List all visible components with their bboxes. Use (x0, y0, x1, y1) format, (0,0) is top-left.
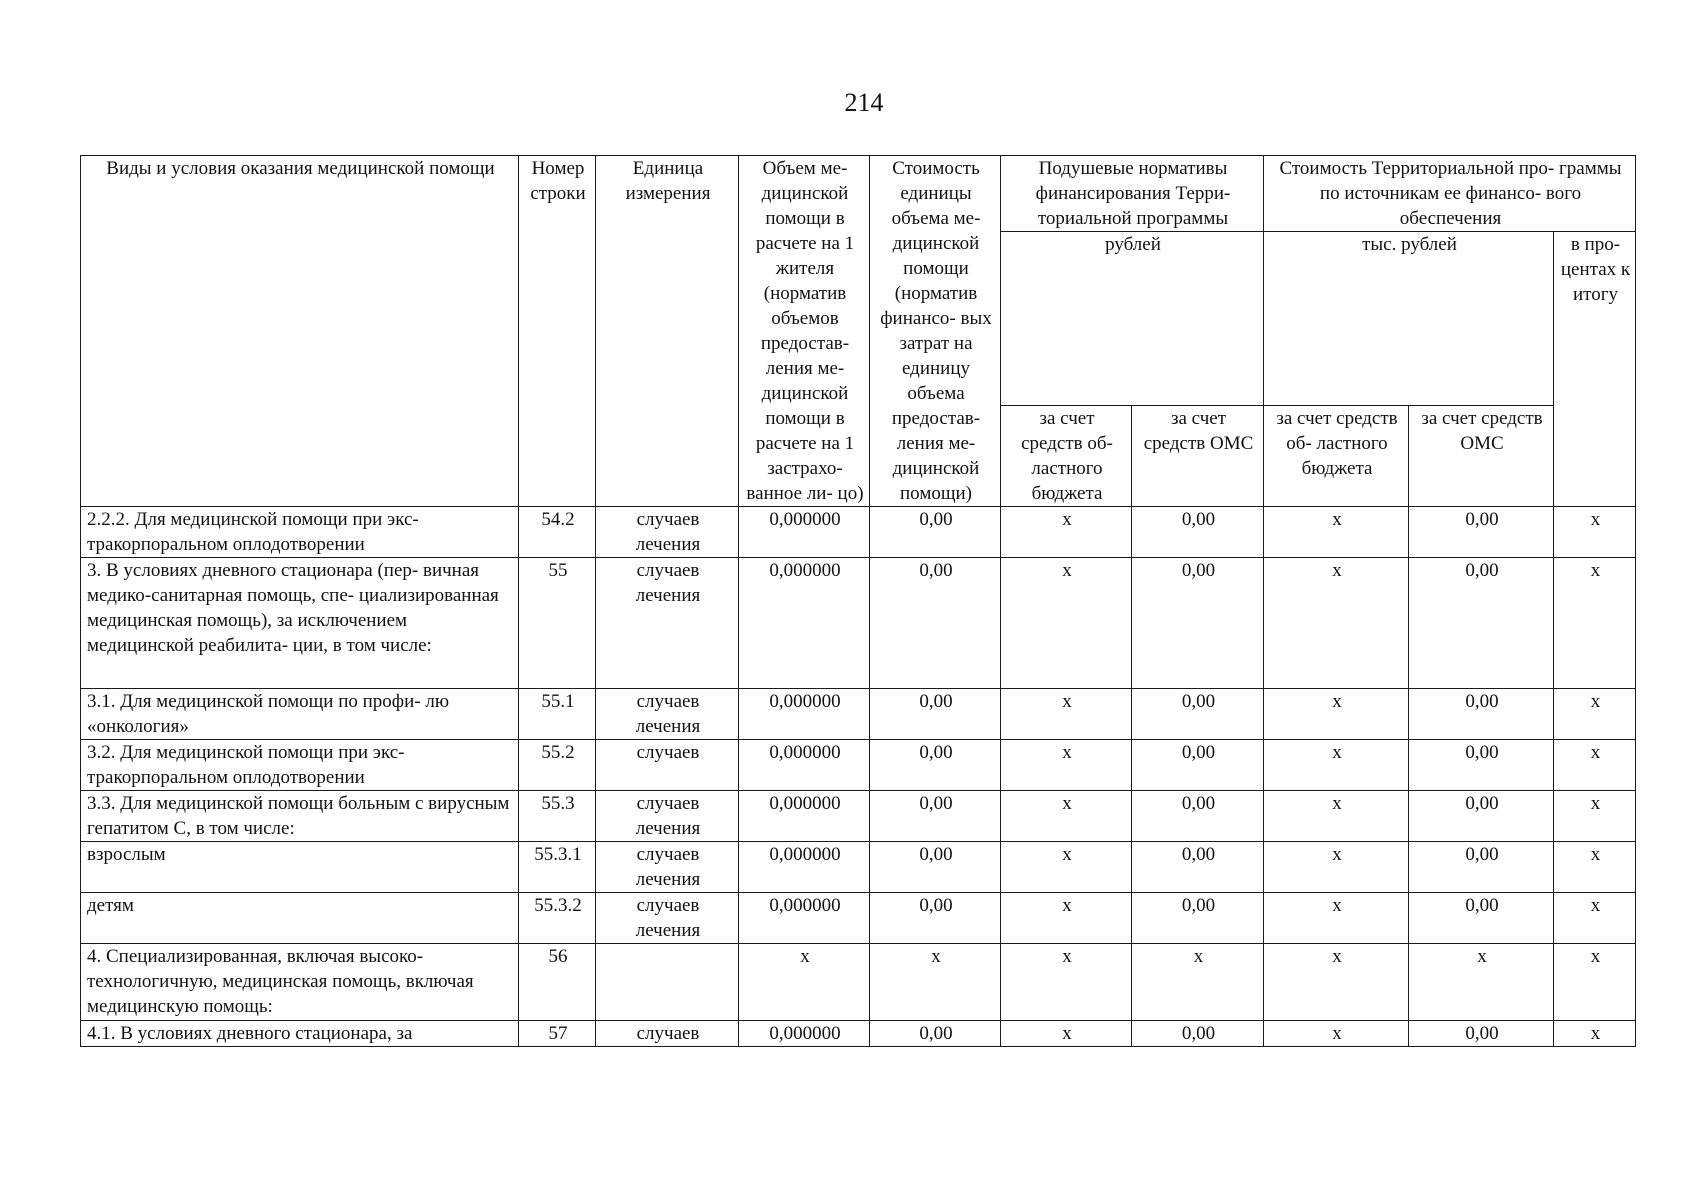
cell-percent: х (1554, 842, 1636, 893)
cell-program-regional: х (1264, 689, 1409, 740)
table-row (81, 842, 1636, 893)
cell-per-capita-regional: х (1001, 791, 1132, 842)
cell-program-regional: х (1264, 842, 1409, 893)
cell-program-oms: 0,00 (1409, 893, 1554, 944)
table-row (81, 791, 1636, 842)
cell-cost: 0,00 (870, 842, 1001, 893)
cell-per-capita-oms: 0,00 (1132, 558, 1264, 689)
cell-volume: 0,000000 (739, 791, 870, 842)
cell-kind: 3.2. Для медицинской помощи при экс- тракорпоральном оплодотворении (81, 740, 519, 791)
cell-cost: 0,00 (870, 507, 1001, 558)
cell-per-capita-regional: х (1001, 893, 1132, 944)
cell-row-number: 55 (519, 558, 596, 689)
cell-volume: 0,000000 (739, 507, 870, 558)
cell-per-capita-oms: 0,00 (1132, 740, 1264, 791)
cell-kind: детям (81, 893, 519, 944)
cell-unit: случаев лечения (596, 791, 739, 842)
cell-program-oms: 0,00 (1409, 1021, 1554, 1047)
header-kind: Виды и условия оказания медицинской помощи (81, 156, 519, 507)
cell-program-oms: 0,00 (1409, 842, 1554, 893)
cell-per-capita-oms: 0,00 (1132, 893, 1264, 944)
cell-program-oms: 0,00 (1409, 740, 1554, 791)
cell-program-oms: 0,00 (1409, 558, 1554, 689)
cell-per-capita-regional: х (1001, 842, 1132, 893)
cell-cost: 0,00 (870, 1021, 1001, 1047)
cell-program-regional: х (1264, 893, 1409, 944)
cell-kind: 3.1. Для медицинской помощи по профи- лю «онкология» (81, 689, 519, 740)
cell-percent: х (1554, 893, 1636, 944)
cell-per-capita-regional: х (1001, 689, 1132, 740)
cell-program-regional: х (1264, 944, 1409, 1021)
cell-row-number: 55.3.2 (519, 893, 596, 944)
table-row (81, 689, 1636, 740)
cell-percent: х (1554, 791, 1636, 842)
cell-per-capita-oms: 0,00 (1132, 507, 1264, 558)
cell-percent: х (1554, 507, 1636, 558)
cell-unit: случаев лечения (596, 893, 739, 944)
cell-row-number: 55.2 (519, 740, 596, 791)
cell-unit (596, 944, 739, 1021)
cell-percent: х (1554, 740, 1636, 791)
cell-unit: случаев лечения (596, 558, 739, 689)
cell-program-oms: х (1409, 944, 1554, 1021)
cell-program-regional: х (1264, 558, 1409, 689)
cell-program-regional: х (1264, 791, 1409, 842)
cell-kind: 4. Специализированная, включая высоко- технологичную, медицинская помощь, включая медицинскую помощь: (81, 944, 519, 1021)
table-row (81, 740, 1636, 791)
cell-row-number: 55.1 (519, 689, 596, 740)
cell-program-regional: х (1264, 1021, 1409, 1047)
cell-kind: 2.2.2. Для медицинской помощи при экс- тракорпоральном оплодотворении (81, 507, 519, 558)
cell-program-oms: 0,00 (1409, 689, 1554, 740)
cell-volume: 0,000000 (739, 893, 870, 944)
cell-cost: 0,00 (870, 558, 1001, 689)
cell-per-capita-oms: х (1132, 944, 1264, 1021)
cell-volume: 0,000000 (739, 842, 870, 893)
header-per-capita-oms: за счет средств ОМС (1132, 406, 1264, 507)
header-program-oms: за счет средств ОМС (1409, 406, 1554, 507)
header-cost: Стоимость единицы объема ме- дицинской помощи (норматив финансо- вых затрат на единицу объема предостав- ления ме- дицинской помощи) (870, 156, 1001, 507)
header-volume: Объем ме- дицинской помощи в расчете на 1 жителя (норматив объемов предостав- ления ме- дицинской помощи в расчете на 1 застрахо- ванное ли- цо) (739, 156, 870, 507)
cell-cost: 0,00 (870, 740, 1001, 791)
cell-cost: 0,00 (870, 893, 1001, 944)
cell-volume: 0,000000 (739, 558, 870, 689)
cell-percent: х (1554, 1021, 1636, 1047)
header-per-capita-regional: за счет средств об- ластного бюджета (1001, 406, 1132, 507)
table-row (81, 1021, 1636, 1047)
header-row-1 (81, 156, 1636, 232)
cell-per-capita-oms: 0,00 (1132, 1021, 1264, 1047)
cell-row-number: 55.3 (519, 791, 596, 842)
cell-volume: х (739, 944, 870, 1021)
cell-unit: случаев лечения (596, 689, 739, 740)
cell-kind: 3.3. Для медицинской помощи больным с вирусным гепатитом С, в том числе: (81, 791, 519, 842)
cell-percent: х (1554, 558, 1636, 689)
table-row (81, 944, 1636, 1021)
cell-kind: взрослым (81, 842, 519, 893)
cell-row-number: 54.2 (519, 507, 596, 558)
table-row (81, 507, 1636, 558)
cell-per-capita-oms: 0,00 (1132, 689, 1264, 740)
cell-percent: х (1554, 689, 1636, 740)
cell-cost: 0,00 (870, 791, 1001, 842)
page-number: 214 (844, 88, 884, 117)
cell-per-capita-oms: 0,00 (1132, 791, 1264, 842)
cell-unit: случаев лечения (596, 507, 739, 558)
cell-percent: х (1554, 944, 1636, 1021)
cell-per-capita-regional: х (1001, 558, 1132, 689)
table-row (81, 558, 1636, 689)
cell-per-capita-regional: х (1001, 1021, 1132, 1047)
cell-per-capita-regional: х (1001, 740, 1132, 791)
financing-table (80, 155, 1636, 1047)
cell-volume: 0,000000 (739, 1021, 870, 1047)
header-row-number: Номер строки (519, 156, 596, 507)
cell-volume: 0,000000 (739, 740, 870, 791)
cell-unit: случаев лечения (596, 842, 739, 893)
cell-program-regional: х (1264, 507, 1409, 558)
cell-per-capita-oms: 0,00 (1132, 842, 1264, 893)
cell-program-oms: 0,00 (1409, 507, 1554, 558)
cell-row-number: 55.3.1 (519, 842, 596, 893)
cell-per-capita-regional: х (1001, 507, 1132, 558)
header-unit-rubles: рублей (1001, 232, 1264, 406)
cell-program-regional: х (1264, 740, 1409, 791)
cell-per-capita-regional: х (1001, 944, 1132, 1021)
header-per-capita-group: Подушевые нормативы финансирования Терри- ториальной программы (1001, 156, 1264, 232)
cell-unit: случаев (596, 1021, 739, 1047)
cell-program-oms: 0,00 (1409, 791, 1554, 842)
cell-kind: 4.1. В условиях дневного стационара, за (81, 1021, 519, 1047)
cell-volume: 0,000000 (739, 689, 870, 740)
header-program-cost-group: Стоимость Территориальной про- граммы по источникам ее финансо- вого обеспечения (1264, 156, 1636, 232)
table-row (81, 893, 1636, 944)
cell-unit: случаев (596, 740, 739, 791)
cell-cost: х (870, 944, 1001, 1021)
cell-row-number: 56 (519, 944, 596, 1021)
header-unit-thousand-rubles: тыс. рублей (1264, 232, 1554, 406)
header-unit: Единица измерения (596, 156, 739, 507)
cell-kind: 3. В условиях дневного стационара (пер- вичная медико-санитарная помощь, спе- циализированная медицинская помощь), за исключением медицинской реабилита- ции, в том числе: (81, 558, 519, 689)
header-program-regional: за счет средств об- ластного бюджета (1264, 406, 1409, 507)
cell-row-number: 57 (519, 1021, 596, 1047)
header-percent: в про- центах к итогу (1554, 232, 1636, 507)
cell-cost: 0,00 (870, 689, 1001, 740)
